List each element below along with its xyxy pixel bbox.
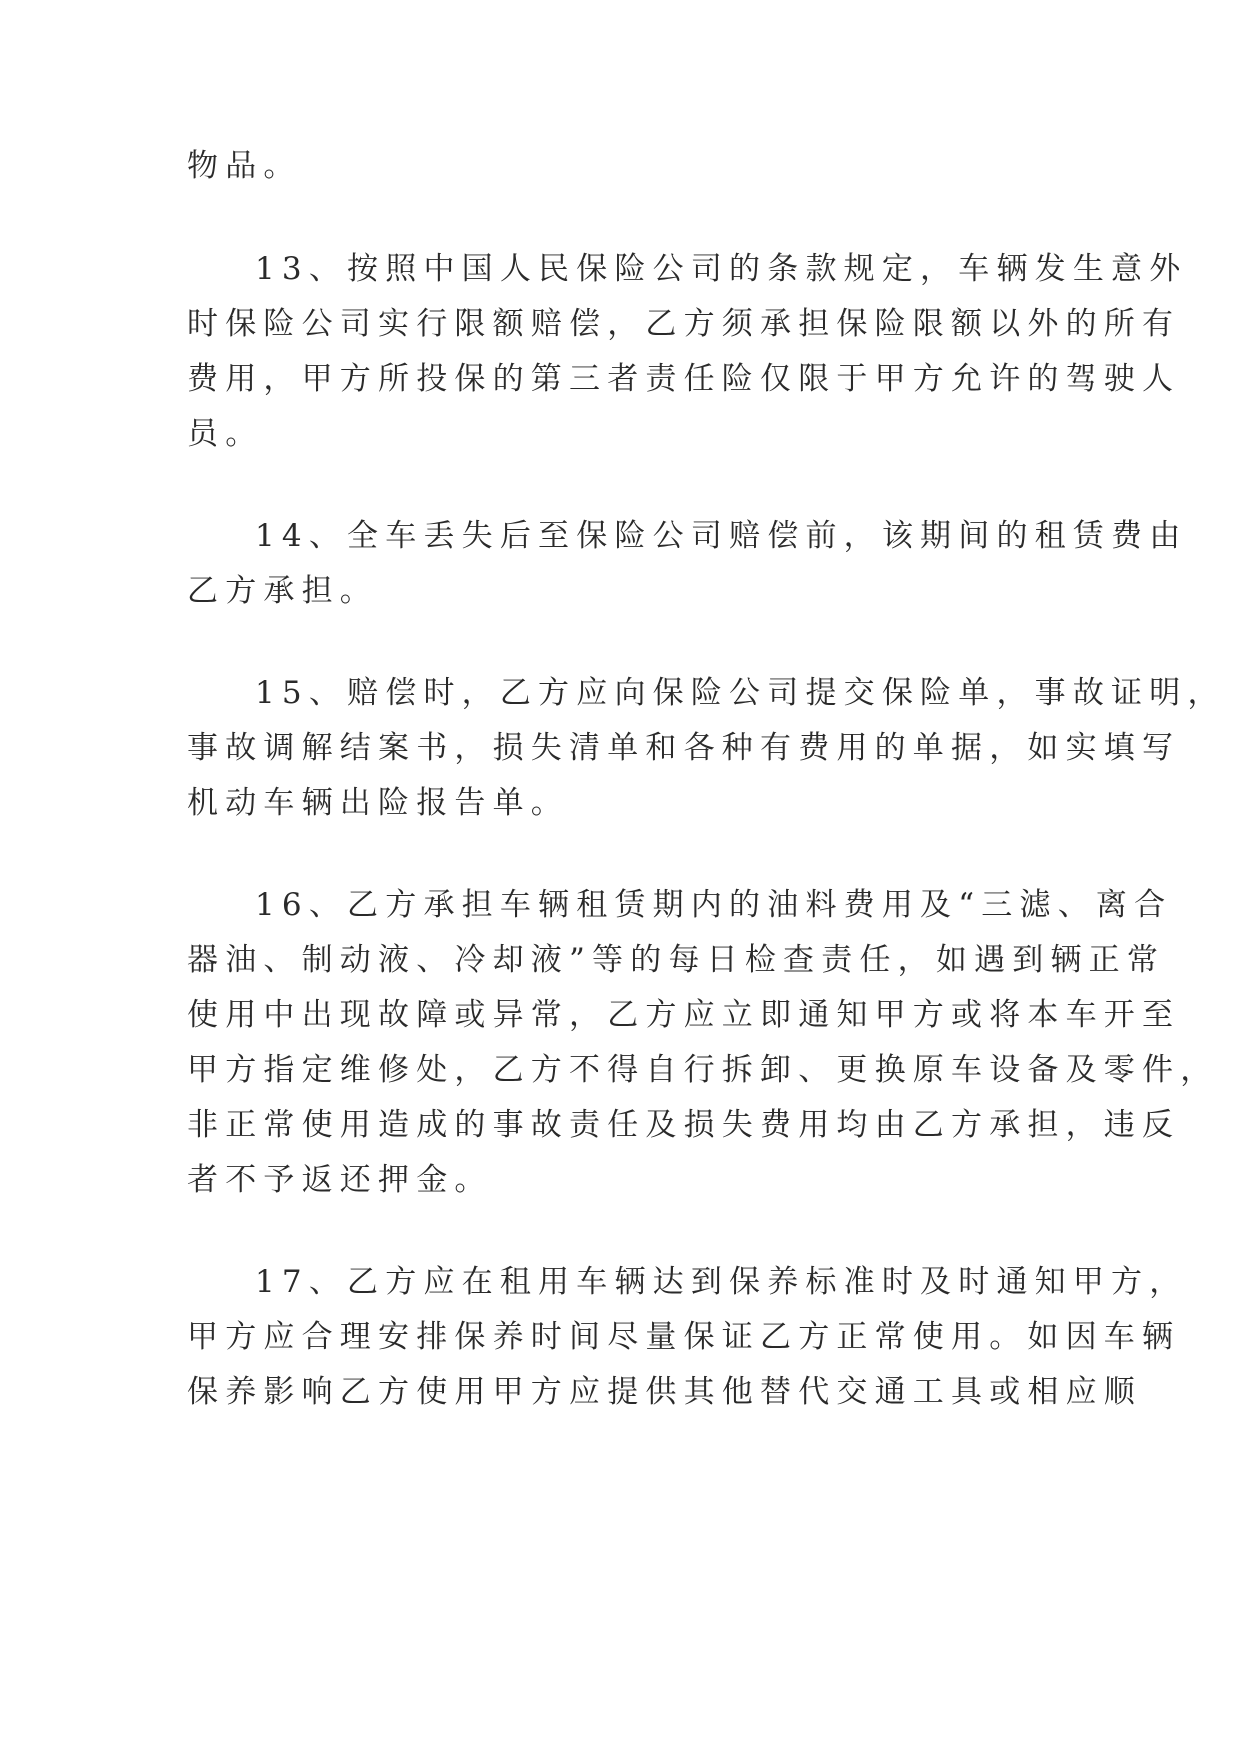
p13-line-3: 费用，甲方所投保的第三者责任险仅限于甲方允许的驾驶人 bbox=[187, 361, 1181, 397]
p16-line-3: 使用中出现故障或异常，乙方应立即通知甲方或将本车开至 bbox=[187, 997, 1181, 1033]
p13-line-4: 员。 bbox=[187, 416, 264, 452]
p13-line-1: 13、按照中国人民保险公司的条款规定，车辆发生意外 bbox=[255, 251, 1188, 287]
p13-line-2: 时保险公司实行限额赔偿，乙方须承担保险限额以外的所有 bbox=[187, 306, 1181, 342]
p16-line-6: 者不予返还押金。 bbox=[187, 1162, 493, 1198]
p15-line-2: 事故调解结案书，损失清单和各种有费用的单据，如实填写 bbox=[187, 730, 1181, 766]
p17-line-1: 17、乙方应在租用车辆达到保养标准时及时通知甲方， bbox=[255, 1264, 1188, 1300]
p15-line-3: 机动车辆出险报告单。 bbox=[187, 785, 569, 821]
p16-line-4: 甲方指定维修处，乙方不得自行拆卸、更换原车设备及零件， bbox=[187, 1052, 1219, 1088]
p15-line-1: 15、赔偿时，乙方应向保险公司提交保险单，事故证明， bbox=[255, 675, 1226, 711]
p16-line-2: 器油、制动液、冷却液”等的每日检查责任，如遇到辆正常 bbox=[187, 942, 1166, 978]
p16-line-1: 16、乙方承担车辆租赁期内的油料费用及“三滤、离合 bbox=[255, 887, 1173, 923]
p14-line-2: 乙方承担。 bbox=[187, 573, 378, 609]
p17-line-2: 甲方应合理安排保养时间尽量保证乙方正常使用。如因车辆 bbox=[187, 1319, 1181, 1355]
p17-line-3: 保养影响乙方使用甲方应提供其他替代交通工具或相应顺 bbox=[187, 1374, 1142, 1410]
p12-line-1: 物品。 bbox=[187, 148, 302, 184]
p16-line-5: 非正常使用造成的事故责任及损失费用均由乙方承担，违反 bbox=[187, 1107, 1181, 1143]
p14-line-1: 14、全车丢失后至保险公司赔偿前，该期间的租赁费由 bbox=[255, 518, 1188, 554]
